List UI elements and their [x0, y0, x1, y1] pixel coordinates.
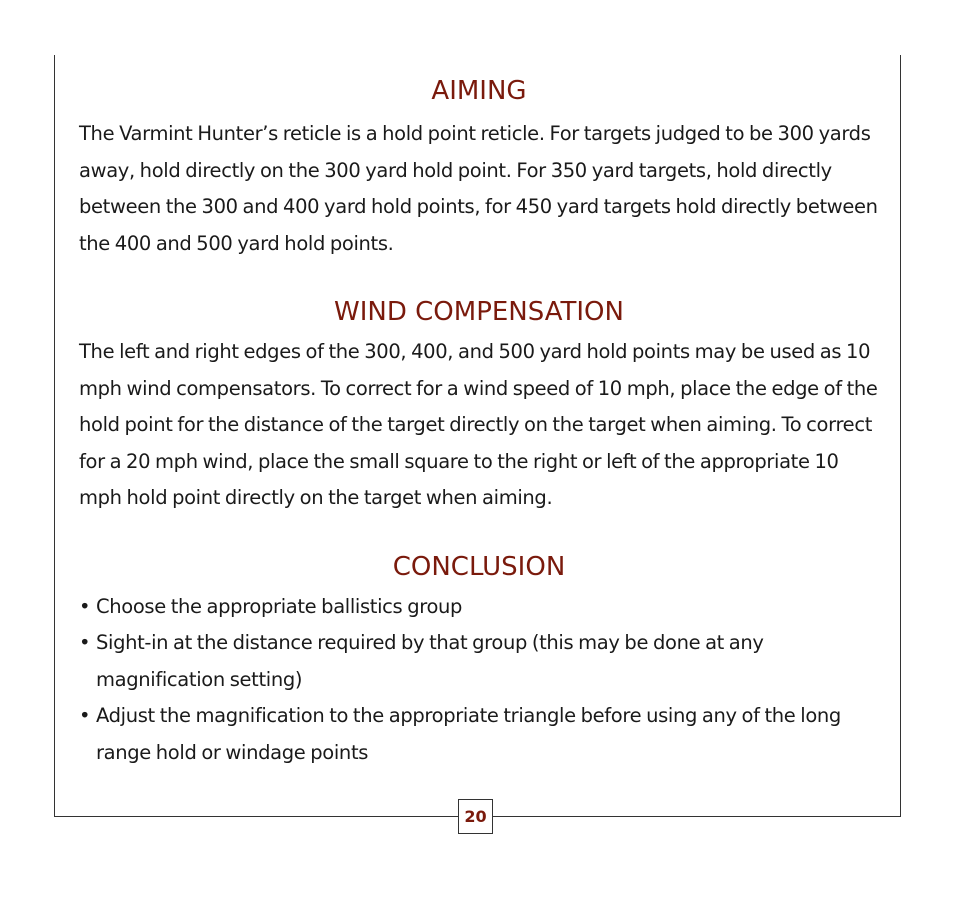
conclusion-list: [79, 589, 879, 772]
bullet-icon: •: [79, 704, 91, 727]
aiming-paragraph: The Varmint Hunter’s reticle is a hold point reticle. For targets judged to be 300 yards away, hold directly on the 300 yard hold point. For 350 yard targets, hold directly between the 300 and 400 yard hold points, for 450 yard targets hold directly between the 400 and 500 yard hold points.: [79, 122, 878, 255]
aiming-heading: AIMING: [431, 76, 527, 106]
wind-compensation-paragraph: The left and right edges of the 300, 400, and 500 yard hold points may be used as 10 mph wind compensators. To correct for a wind speed of 10 mph, place the edge of the hold point for the distance of the target directly on the target when aiming. To correct for a 20 mph wind, place the small square to the right or left of the appropriate 10 mph hold point directly on the target when aiming.: [79, 340, 878, 509]
conclusion-heading: CONCLUSION: [392, 551, 566, 582]
page-frame-left-border: [54, 55, 55, 817]
list-item: [79, 589, 879, 626]
list-item-text: Sight-in at the distance required by that group (this may be done at any magnification setting): [96, 631, 764, 691]
list-item: [79, 625, 879, 698]
wind-compensation-heading: WIND COMPENSATION: [334, 297, 624, 327]
bullet-icon: •: [79, 594, 91, 618]
list-item-text: Adjust the magnification to the appropriate triangle before using any of the long range hold or windage points: [96, 704, 841, 764]
list-item: [79, 698, 879, 771]
list-item-text: Choose the appropriate ballistics group: [96, 594, 463, 618]
page-content: [79, 70, 879, 771]
page-number: 20: [458, 799, 493, 834]
bullet-icon: •: [79, 631, 91, 654]
page-frame-right-border: [900, 55, 901, 817]
